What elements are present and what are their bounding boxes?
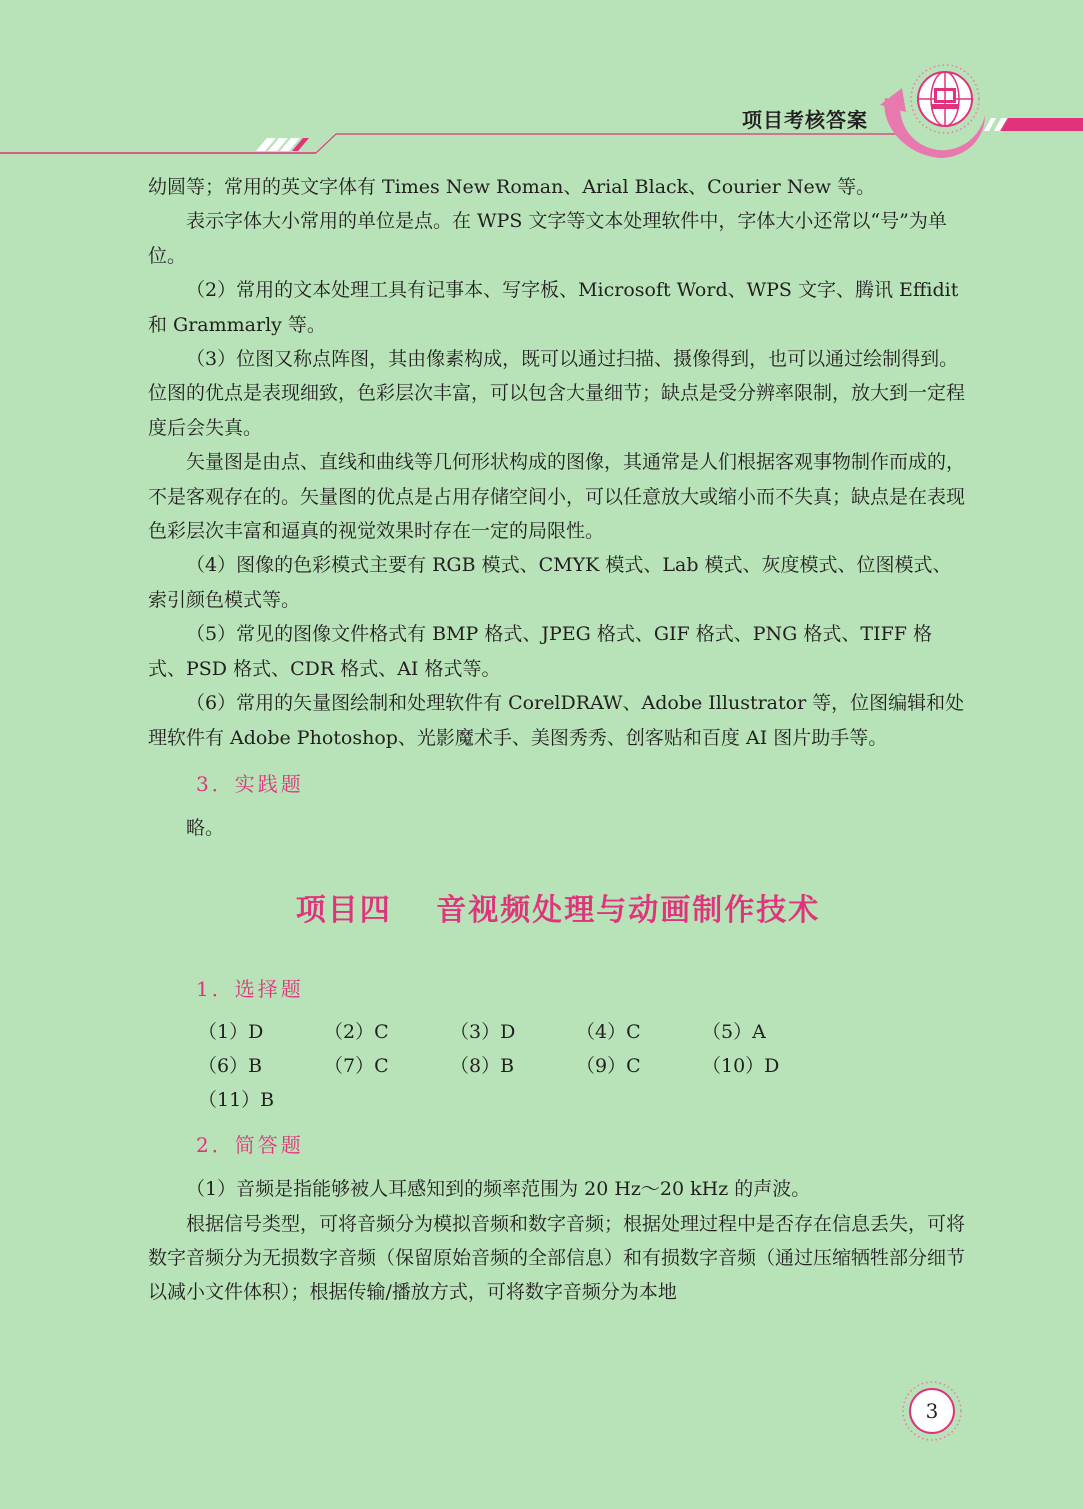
answer-item: （9）C [576, 1054, 641, 1077]
page-number-badge [901, 1380, 963, 1442]
paragraph: （6）常用的矢量图绘制和处理软件有 CorelDRAW、Adobe Illustrator 等，位图编辑和处理软件有 Adobe Photoshop、光影魔术手、美图秀秀、创客贴和百度 AI 图片助手等。 [148, 692, 965, 749]
paragraph: （3）位图又称点阵图，其由像素构成，既可以通过扫描、摄像得到，也可以通过绘制得到。位图的优点是表现细致，色彩层次丰富，可以包含大量细节；缺点是受分辨率限制，放大到一定程度后会失真。 [148, 348, 966, 439]
header-decoration [0, 60, 1083, 170]
paragraph: （4）图像的色彩模式主要有 RGB 模式、CMYK 模式、Lab 模式、灰度模式、位图模式、索引颜色模式等。 [148, 554, 952, 611]
answer-item: （6）B [198, 1054, 263, 1077]
paragraph: 矢量图是由点、直线和曲线等几何形状构成的图像，其通常是人们根据客观事物制作而成的，不是客观存在的。矢量图的优点是占用存储空间小，可以任意放大或缩小而不失真；缺点是在表现色彩层次丰富和逼真的视觉效果时存在一定的局限性。 [148, 451, 966, 543]
paragraph: 根据信号类型，可将音频分为模拟音频和数字音频；根据处理过程中是否存在信息丢失，可将数字音频分为无损数字音频（保留原始音频的全部信息）和有损数字音频（通过压缩牺牲部分细节以减小文件体积）；根据传输/播放方式，可将数字音频分为本地 [148, 1212, 966, 1304]
answer-grid [148, 1015, 838, 1118]
paragraph: （1）音频是指能够被人耳感知到的频率范围为 20 Hz～20 kHz 的声波。 [186, 1178, 811, 1201]
paragraph: 幼圆等；常用的英文字体有 Times New Roman、Arial Black、Courier New 等。 [148, 176, 876, 198]
paragraph: （5）常见的图像文件格式有 BMP 格式、JPEG 格式、GIF 格式、PNG 格式、TIFF 格式、PSD 格式、CDR 格式、AI 格式等。 [148, 623, 932, 680]
paragraph: 略。 [186, 817, 225, 840]
page-number: 3 [925, 1399, 939, 1423]
answer-item: （4）C [576, 1020, 641, 1043]
answer-item: （3）D [450, 1020, 516, 1043]
main-content [148, 170, 968, 1310]
answer-item: （8）B [450, 1054, 515, 1077]
section-heading-choice: 1．选择题 [196, 977, 304, 1002]
paragraph: 表示字体大小常用的单位是点。在 WPS 文字等文本处理软件中，字体大小还常以“号”为单位。 [148, 210, 947, 267]
answer-item: （10）D [702, 1054, 780, 1077]
answer-item: （7）C [324, 1054, 389, 1077]
paragraph: （2）常用的文本处理工具有记事本、写字板、Microsoft Word、WPS 文字、腾讯 Effidit 和 Grammarly 等。 [148, 279, 959, 336]
section-heading-short-answer: 2．简答题 [196, 1132, 304, 1157]
answer-item: （1）D [198, 1020, 264, 1043]
answer-item: （11）B [198, 1089, 275, 1112]
chapter-title: 项目四 音视频处理与动画制作技术 [295, 892, 821, 928]
section-heading-practice: 3．实践题 [196, 771, 304, 796]
answer-item: （2）C [324, 1020, 389, 1043]
answer-item: （5）A [702, 1020, 766, 1043]
header-title: 项目考核答案 [742, 108, 868, 132]
